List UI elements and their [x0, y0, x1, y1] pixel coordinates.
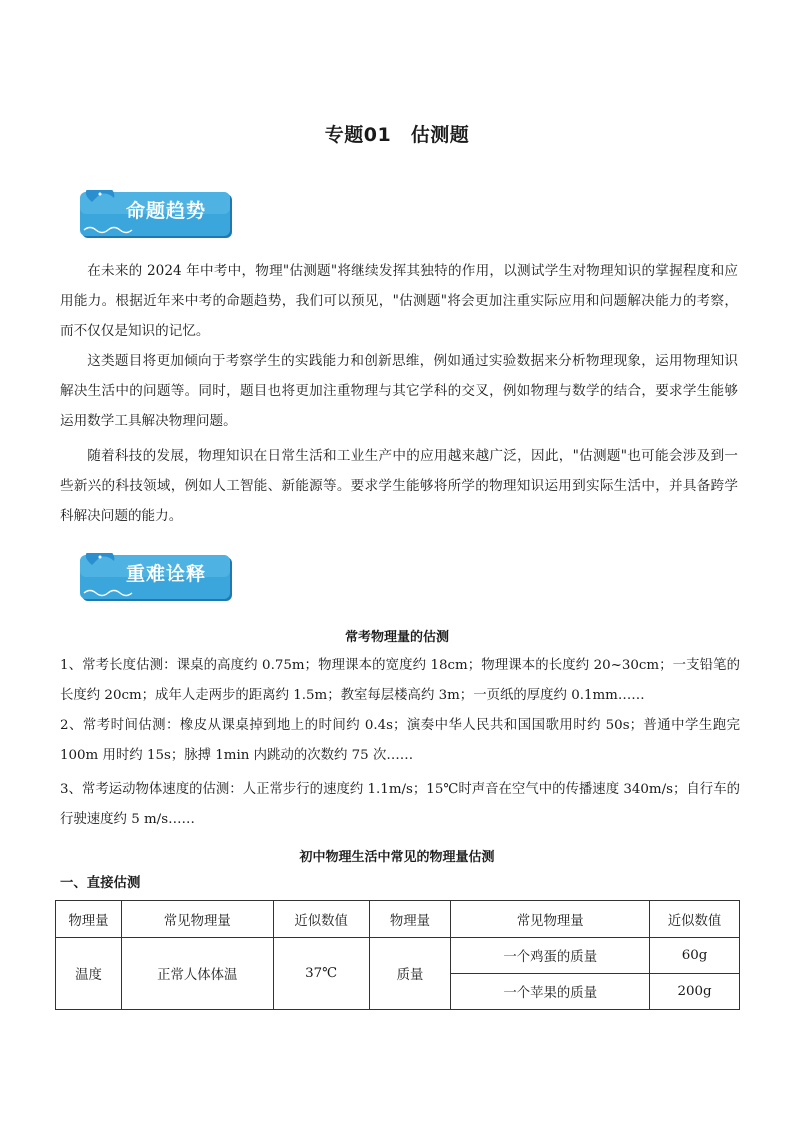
- table-cell-example: 一个苹果的质量: [451, 974, 650, 1010]
- table-header-cell: 近似数值: [650, 901, 740, 938]
- section-heading-common-estimates: 常考物理量的估测: [344, 630, 449, 645]
- trend-badge: [78, 190, 234, 240]
- document-title: 专题01 估测题: [324, 124, 470, 146]
- table-header-cell: 近似数值: [273, 901, 369, 938]
- table-cell-example: 正常人体体温: [121, 938, 273, 1010]
- explain-badge-label: 重难诠释: [125, 563, 206, 585]
- table-header-cell: 常见物理量: [121, 901, 273, 938]
- estimate-item-length: 1、常考长度估测：课桌的高度约 0.75m；物理课本的宽度约 18cm；物理课本的长度约 20~30cm；一支铅笔的长度约 20cm；成年人走两步的距离约 1.5m；教室每层楼高约 3m；一页纸的厚度约 0.1mm……: [60, 658, 740, 703]
- subsection-heading-direct: 一、直接估测: [60, 876, 141, 891]
- estimate-item-time: 2、常考时间估测：橡皮从课桌掉到地上的时间约 0.4s；演奏中华人民共和国国歌用时约 50s；普通中学生跑完 100m 用时约 15s；脉搏 1min 内跳动的次数约 75 次……: [60, 718, 740, 763]
- table-cell-value: 60g: [650, 938, 740, 974]
- table-cell-value: 37℃: [273, 938, 369, 1010]
- intro-paragraph-2: 这类题目将更加倾向于考察学生的实践能力和创新思维，例如通过实验数据来分析物理现象，运用物理知识解决生活中的问题等。同时，题目也将更加注重物理与其它学科的交叉，例如物理与数学的结合，要求学生能够运用数学工具解决物理问题。: [60, 353, 738, 429]
- intro-paragraph-1: 在未来的 2024 年中考中，物理"估测题"将继续发挥其独特的作用，以测试学生对物理知识的掌握程度和应用能力。根据近年来中考的命题趋势，我们可以预见，"估测题"将会更加注重实际应用和问题解决能力的考察，而不仅仅是知识的记忆。: [60, 263, 738, 339]
- table-header-cell: 物理量: [369, 901, 451, 938]
- table-cell-quantity: 质量: [369, 938, 451, 1010]
- table-header-cell: 物理量: [56, 901, 122, 938]
- table-cell-value: 200g: [650, 974, 740, 1010]
- estimate-item-speed: 3、常考运动物体速度的估测：人正常步行的速度约 1.1m/s；15℃时声音在空气中的传播速度 340m/s；自行车的行驶速度约 5 m/s……: [60, 782, 740, 827]
- table-header-cell: 常见物理量: [451, 901, 650, 938]
- intro-paragraph-3: 随着科技的发展，物理知识在日常生活和工业生产中的应用越来越广泛，因此，"估测题"也可能会涉及到一些新兴的科技领域，例如人工智能、新能源等。要求学生能够将所学的物理知识运用到实际生活中，并具备跨学科解决问题的能力。: [60, 448, 738, 524]
- table-header-row: [56, 901, 740, 938]
- section-heading-daily-estimates: 初中物理生活中常见的物理量估测: [299, 850, 495, 865]
- explain-badge: [78, 553, 234, 603]
- trend-badge-label: 命题趋势: [125, 200, 206, 222]
- table-row: [56, 938, 740, 974]
- table-cell-quantity: 温度: [56, 938, 122, 1010]
- estimate-table: [55, 900, 740, 1010]
- table-cell-example: 一个鸡蛋的质量: [451, 938, 650, 974]
